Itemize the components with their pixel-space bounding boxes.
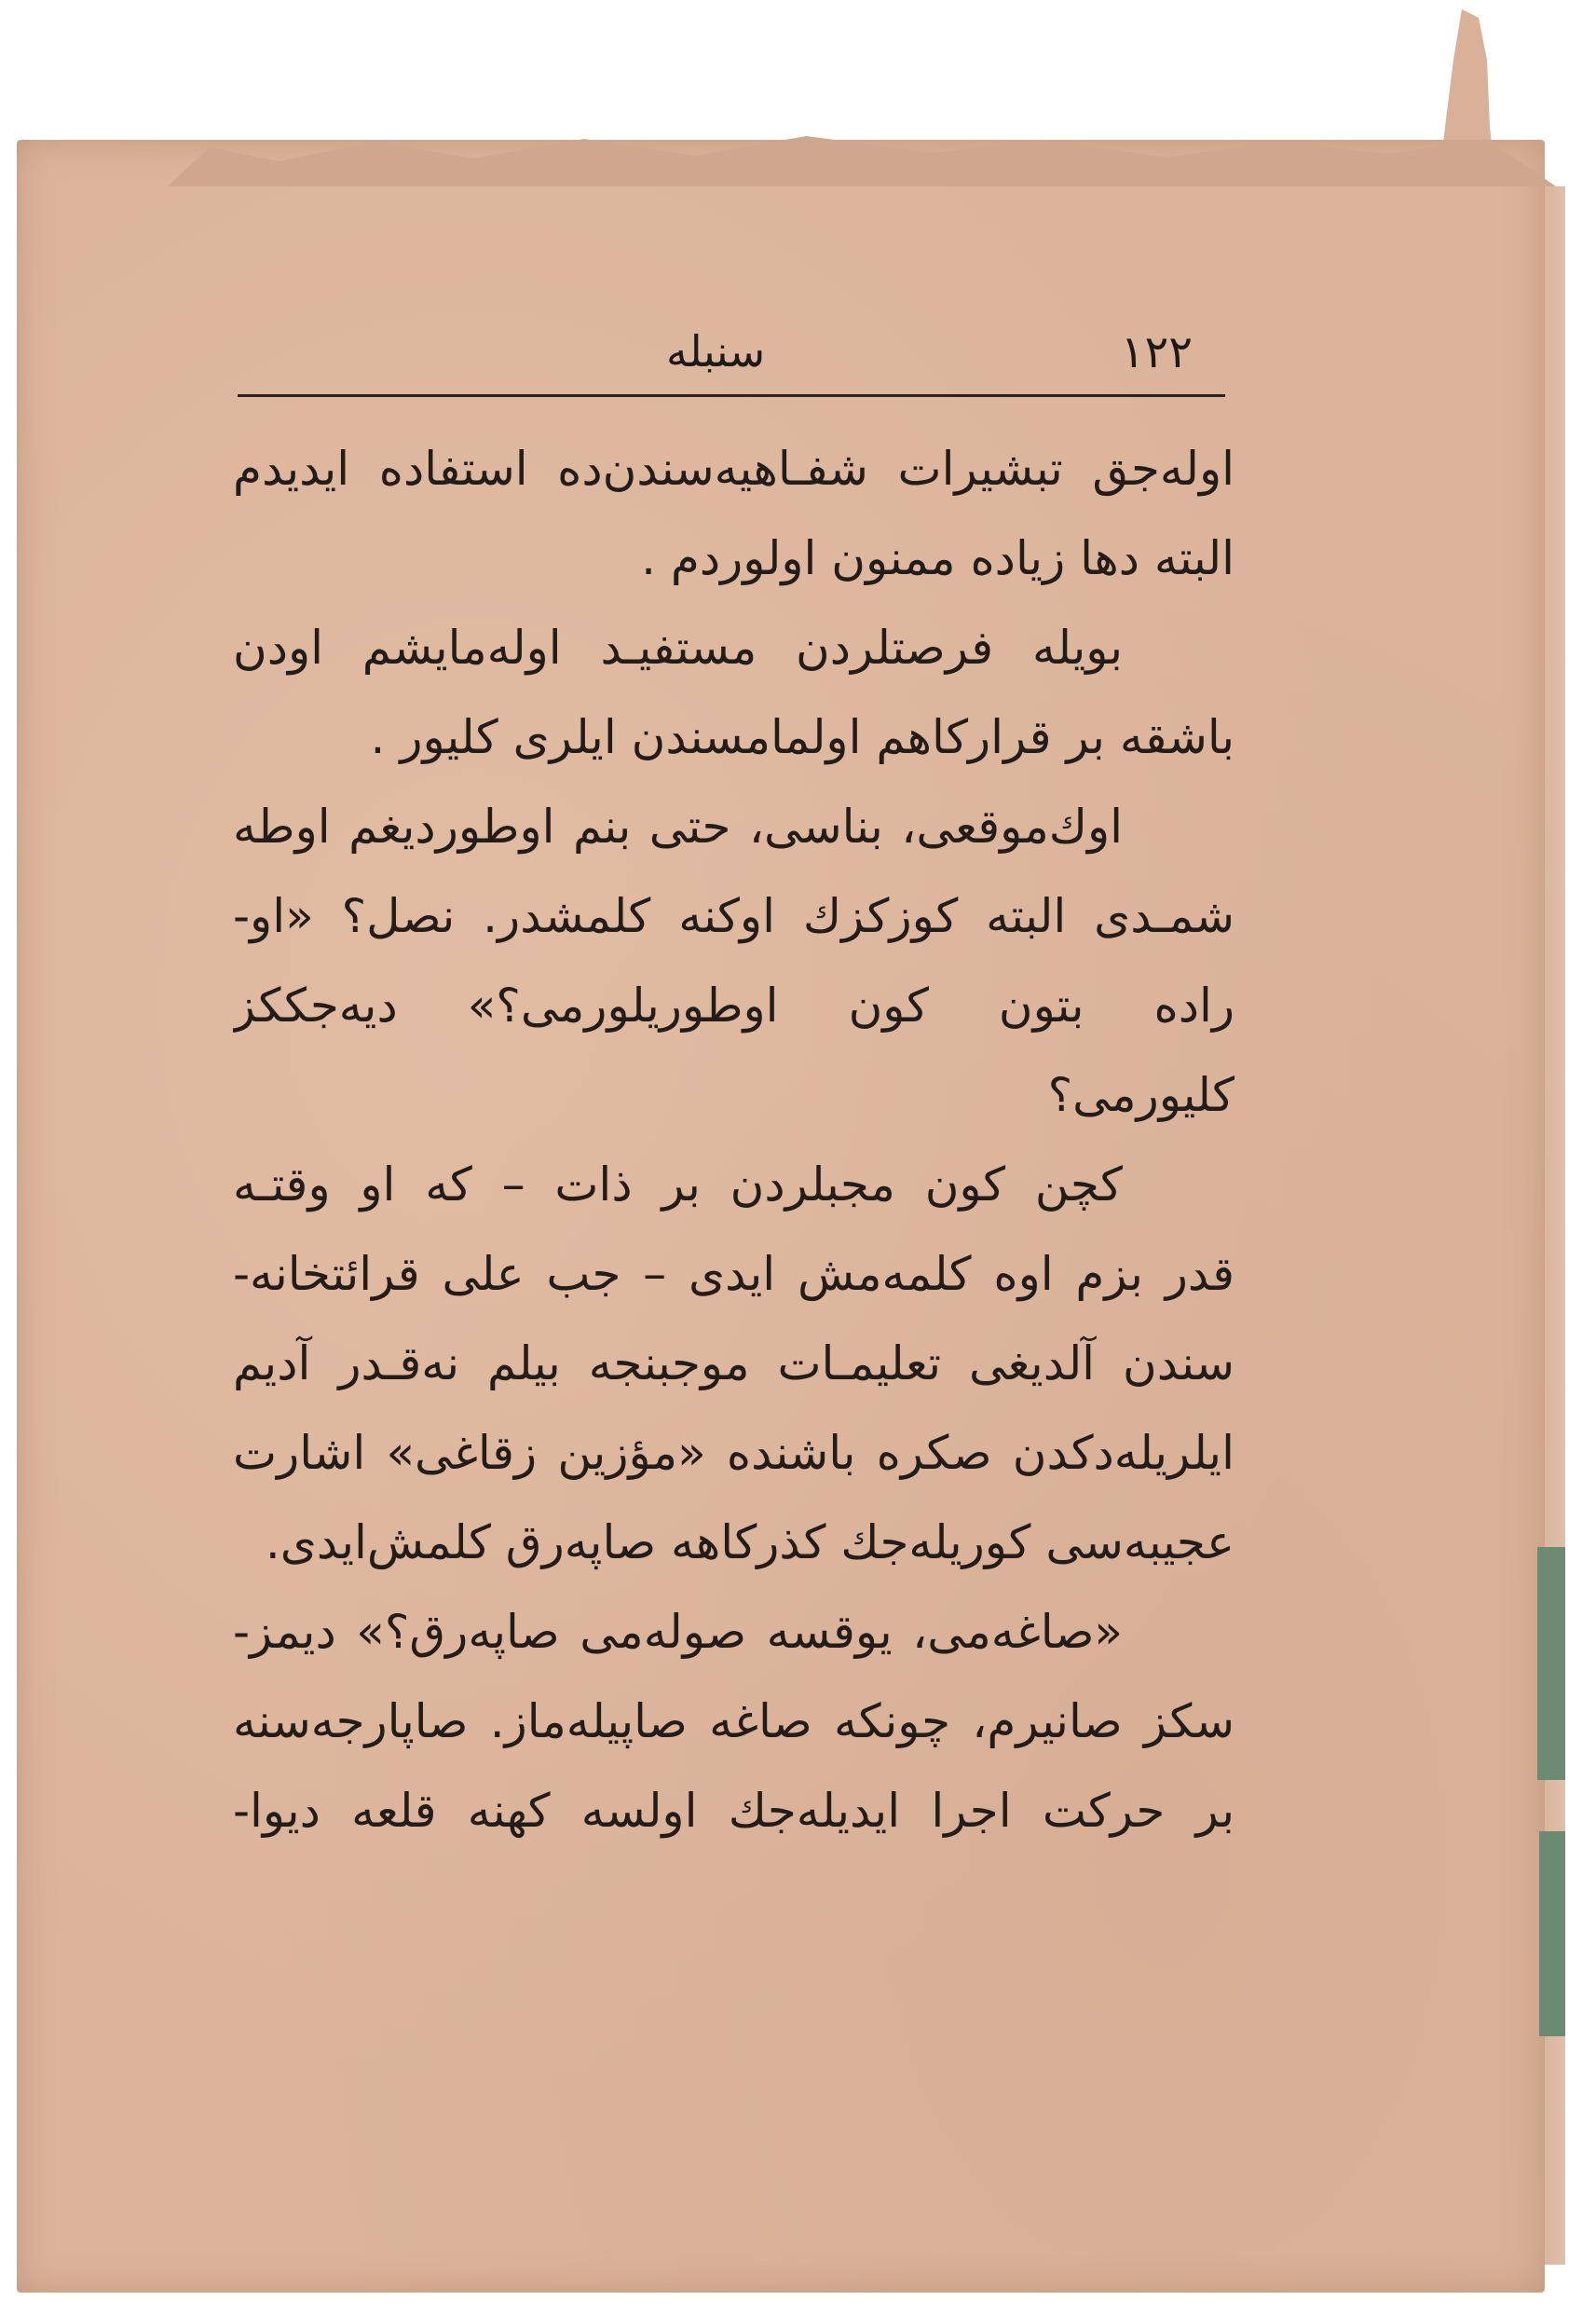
text-line: عجیبه‌سی کوریله‌جك کذرکاهه صاپه‌رق کلمش‌ایدی. [265, 1515, 1235, 1569]
text-line: قدر بزم اوه کلمه‌مش ایدی – جب علی قرائتخانه- [233, 1247, 1235, 1301]
text-line: ایلریله‌دکدن صکره باشنده «مؤزین زقاغی» اشارت [233, 1426, 1235, 1480]
header-rule [238, 394, 1225, 397]
text-line: کچن کون مجبلردن بر ذات – که او وقتـه [233, 1157, 1123, 1212]
text-line: بر حرکت اجرا ایدیله‌جك اولسه کهنه قلعه دیوا- [233, 1784, 1235, 1838]
text-line: سکز صانیرم، چونکه صاغه صاپیله‌ماز. صاپارجه‌سنه [233, 1694, 1235, 1748]
text-line: راده بتون کون اوطوریلورمی؟» دیه‌جککز [233, 979, 1235, 1033]
binding-strip [1539, 1831, 1565, 2036]
text-line: اوك‌موقعی، بناسی، حتی بنم اوطوردیغم اوطه [233, 800, 1123, 854]
binding-strip [1537, 1547, 1565, 1780]
text-line: سندن آلدیغی تعلیمـات موجبنجه بیلم نه‌قـدر آدیم [233, 1336, 1235, 1390]
page-header [238, 317, 1225, 391]
text-line: بویله فرصتلردن مستفیـد اوله‌مایشم اودن [233, 621, 1123, 675]
text-line: «صاغه‌می، یوقسه صوله‌می صاپه‌رق؟» دیمز- [233, 1605, 1123, 1659]
body-text [233, 424, 1235, 1855]
torn-top-edge [168, 130, 1556, 186]
text-line: شمـدی البته کوزکزك اوکنه کلمشدر. نصل؟ «او- [233, 889, 1235, 943]
text-line: باشقه بر قرارکاهم اولمامسندن ایلری کلیور . [370, 710, 1235, 764]
page-number: ١٢٢ [1120, 326, 1193, 378]
text-line: البته دها زیاده ممنون اولوردم . [641, 531, 1235, 585]
running-title: سنبله [666, 326, 766, 377]
text-line: اوله‌جق تبشیرات شفـاهیه‌سندن‌ده استفاده ایدیدم [233, 442, 1235, 496]
text-line: کلیورمی؟ [1047, 1068, 1235, 1122]
